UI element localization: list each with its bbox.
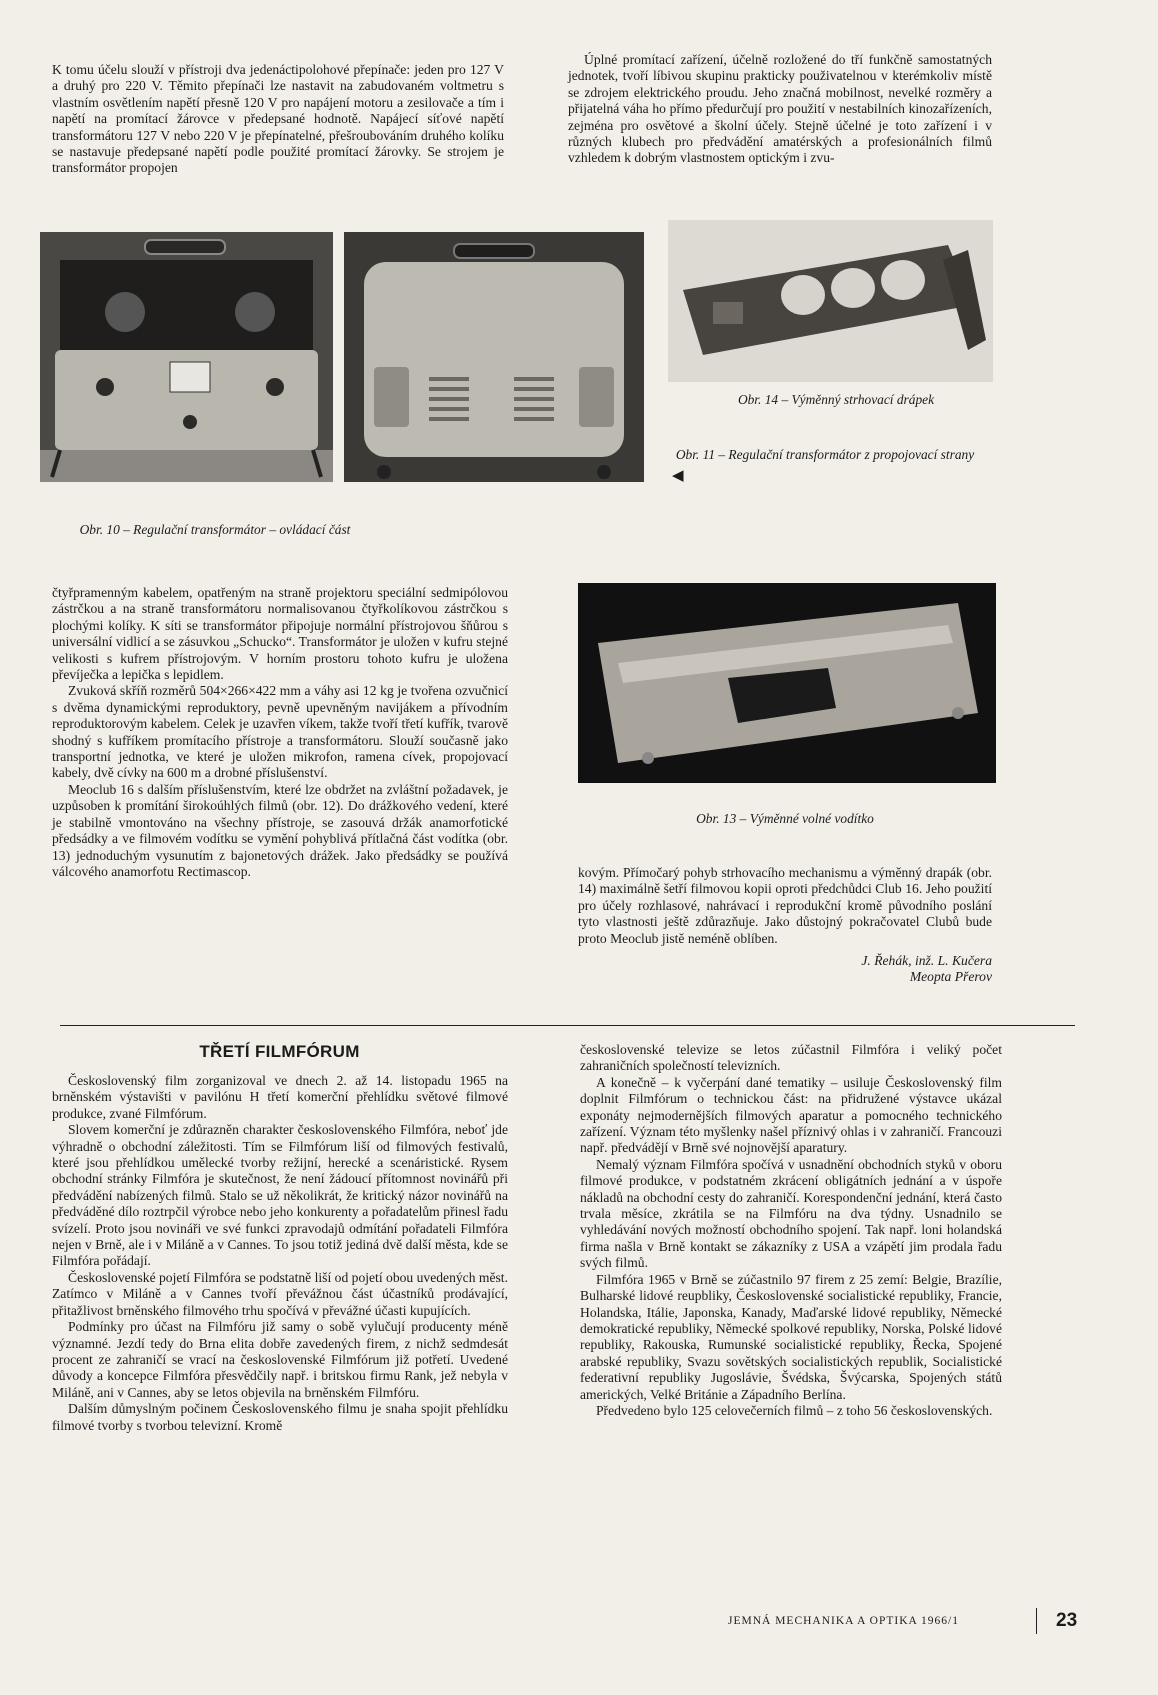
figure-13-photo: [578, 583, 996, 783]
footer-divider: [1036, 1608, 1037, 1634]
film-guide-image: [578, 583, 996, 783]
transformer-connection-side-image: [344, 232, 644, 482]
top-right-column: [568, 52, 992, 167]
figure-11-photo: [344, 232, 644, 482]
signature-authors: J. Řehák, inž. L. Kučera: [861, 953, 992, 969]
mid-right-column: [578, 865, 992, 986]
paragraph: K tomu účelu slouží v přístroji dva jedenáctipolohové přepínače: jeden pro 127 V a druhý pro 220 V. Těmito přepínači lze nastavit na zabudovaném voltmetru s vlastním osvětlením napětí přesně 120 V pro napájení motoru a zesilovače a tím i napětí na promítací žárovce v předepsané hodnotě. Napájecí síťové napětí transformátoru 127 V nebo 220 V je přepínatelné, přešroubováním druhého kolíku se nastavuje předepsané napětí podle použité promítací žárovky. Se strojem je transformátor propojen: [52, 62, 504, 176]
paragraph: československé televize se letos zúčastnil Filmfóra i veliký počet zahraničních společností televizních.: [580, 1042, 1002, 1074]
paragraph: čtyřpramenným kabelem, opatřeným na straně projektoru speciální sedmipólovou zástrčkou a na straně transformátoru normalisovanou čtyřkolíkovou zástrčkou s plochými kolíky. K síti se transformátor připojuje normální přístrojovou šňůrou s universální vidlicí a se zásuvkou „Schucko“. Transformátor je uložen v kufru stejné velikosti s kufrem přístrojovým. V horním prostoru tohoto kufru je uložena převíječka a lepička s lepidlem.: [52, 585, 508, 683]
paragraph: Slovem komerční je zdůrazněn charakter československého Filmfóra, neboť jde výhradně o obchodní záležitosti. Tím se Filmfórum liší od filmových festivalů, které jsou přehlídkou umělecké tvorby režijní, herecké a scenáristické. Rysem obchodní stránky Filmfóra je skutečnost, že není žádoucí přítomnost novinářů při předvádění nabízených filmů. Stalo se už několikrát, že kritický názor novinářů na předváděné dílo roztrpčil výrobce nebo jeho konkurenty a pořadatelům přinesl řadu svízelí. Proto jsou novináři ve své funkci zpravodajů odmítání pořadateli Filmfóra nejen v Brně, ale i v Miláně a v Cannes. To jsou totiž jediná dvě další města, kde se Filmfóra pořádají.: [52, 1122, 508, 1269]
signature: [578, 953, 992, 986]
paragraph: Meoclub 16 s dalším příslušenstvím, které lze obdržet na zvláštní požadavek, je uzpůsoben k promítání širokoúhlých filmů (obr. 12). Do drážkového vedení, které je stabilně vmontováno na všechny přístroje, se zasouvá držák anamorfotické předsádky a ve filmovém vodítku se vymění pohyblivá přítlačná část vodítka (obr. 13) jednoduchým vysunutím z bajonetových drážek. Jako předsádky se používá válcového anamorfotu Rectimascop.: [52, 781, 508, 879]
figure-14-caption: Obr. 14 – Výměnný strhovací drápek: [737, 392, 935, 407]
page-number: 23: [1056, 1610, 1078, 1631]
figure-13-caption: Obr. 13 – Výměnné volné vodítko: [696, 811, 874, 826]
top-left-column: [52, 62, 504, 177]
paragraph: Zvuková skříň rozměrů 504×266×422 mm a váhy asi 12 kg je tvořena ozvučnicí s dvěma dynamickými reproduktory, pevně upevněným navijákem a přívodním reproduktorovým kabelem. Celek je uzavřen víkem, takže tvoří třetí kufřík, tvarově shodný s kufříkem promítacího přístroje a transformátoru. Slouží současně jako transportní jednotka, ve které je uložen mikrofon, ramena cívek, propojovací kabely, dvě cívky na 600 m a drobné příslušenství.: [52, 683, 508, 781]
signature-org: Meopta Přerov: [909, 969, 992, 985]
paragraph: A konečně – k vyčerpání dané tematiky – usiluje Československý film doplnit Filmfórum o technickou část: na přidružené výstavce ukázal exponáty nejmodernějších filmových aparatur a pomocného technického zařízení. Význam této myšlenky našel příznivý ohlas i v zahraničí. Francouzi např. předvádějí v Brně své nojnovější aparatury.: [580, 1074, 1002, 1156]
paragraph: Podmínky pro účast na Filmfóru již samy o sobě vylučují producenty méně významné. Jezdí tedy do Brna elita dobře zavedených firem, z nichž sedmdesát procent ze zahraničí se vrací na československé Filmfórum již potřetí. Uvedené důvody a koncepce Filmfóra přesvědčily např. i britskou firmu Rank, jež nebyla v Miláně, ani v Cannes, aby se letos objevila na brněnském Filmfóru.: [52, 1319, 508, 1400]
transformer-control-panel-image: [40, 232, 333, 482]
section-divider: [60, 1025, 1075, 1026]
mid-left-column: [52, 585, 508, 880]
article-left-column: [52, 1073, 508, 1434]
figure-10-photo: [40, 232, 333, 482]
paragraph: Československý film zorganizoval ve dnech 2. až 14. listopadu 1965 na brněnském výstavišti v pavilónu H třetí komerční přehlídku světové filmové produkce, zvané Filmfórum.: [52, 1073, 508, 1121]
claw-mechanism-image: [668, 220, 993, 382]
arrow-left-icon: ◀: [672, 468, 684, 484]
article-right-column: [580, 1042, 1002, 1419]
paragraph: Československé pojetí Filmfóra se podstatně liší od pojetí obou uvedených měst. Zatímco v Miláně a v Cannes tvoří převážnou část účastníků prodávající, přitažlivost brněnského filmového trhu spočívá v převážné účasti kupujících.: [52, 1269, 508, 1318]
paragraph: Předvedeno bylo 125 celovečerních filmů – z toho 56 československých.: [596, 1402, 993, 1418]
figure-10-caption: Obr. 10 – Regulační transformátor – ovládací část: [79, 522, 351, 537]
paragraph: Úplné promítací zařízení, účelně rozložené do tří funkčně samostatných jednotek, tvoří líbivou skupinu prakticky použivatelnou v kterémkoliv místě se zdrojem elektrického proudu. Jeho značná mobilnost, nevelké rozměry a přijatelná váha ho přímo předurčují pro použití v nestabilních kinozařízeních, zejména pro osvětové a školní účely. Stejně účelné je toto zařízení i v různých klubech pro předvádění amatérských a profesionálních filmů vzhledem k dobrým vlastnostem optickým i zvu-: [568, 52, 992, 166]
paragraph: Filmfóra 1965 v Brně se zúčastnilo 97 firem z 25 zemí: Belgie, Brazílie, Bulharské lidové reupbliky, Československé socialistické republiky, Francie, Holandska, Itálie, Japonska, Kanady, Maďarské lidové republiky, Německé demokratické republiky, Německé spolkové republiky, Norska, Polské lidové republiky, Rakouska, Rumunské socialistické republiky, Řecka, Spojené arabské republiky, Svazu sovětských socialistických republik, Socialistické federativní republiky Jugoslávie, Švédska, Švýcarska, Spojených států amerických, Velké Británie a Západního Berlína.: [580, 1271, 1002, 1402]
article-title: TŘETÍ FILMFÓRUM: [199, 1042, 360, 1061]
figure-11-caption: Obr. 11 – Regulační transformátor z propojovací strany: [675, 447, 975, 462]
paragraph: Dalším důmyslným počinem Československého filmu je snaha spojit přehlídku filmové tvorby s tvorbou televizní. Kromě: [52, 1401, 508, 1433]
journal-footer: JEMNÁ MECHANIKA A OPTIKA 1966/1: [728, 1615, 959, 1627]
paragraph: Nemalý význam Filmfóra spočívá v usnadnění obchodních styků v oboru filmové produkce, v podstatném zkrácení obligátních jednání a v úspoře nákladů na obchodní cesty do zahraničí. Korespondenční jednání, která často trvala měsíce, zkrátila se na Filmfóru na dva týdny. Usnadnilo se vyhledávání nových možností obchodního spojení. Tak např. loni holandská firma našla v Brně kontakt se zákazníky z USA a vzápětí jim prodala řadu svých filmů.: [580, 1156, 1002, 1271]
figure-14-photo: [668, 220, 993, 382]
paragraph: kovým. Přímočarý pohyb strhovacího mechanismu a výměnný drapák (obr. 14) maximálně šetří filmovou kopii oproti předchůdci Club 16. Jeho použití pro účely rozhlasové, nahrávací i reprodukční kromě původního poslání tyto vlastnosti ještě zdůrazňuje. Jako důstojný pokračovatel Clubů bude proto Meoclub jistě neméně oblíben.: [578, 865, 992, 946]
